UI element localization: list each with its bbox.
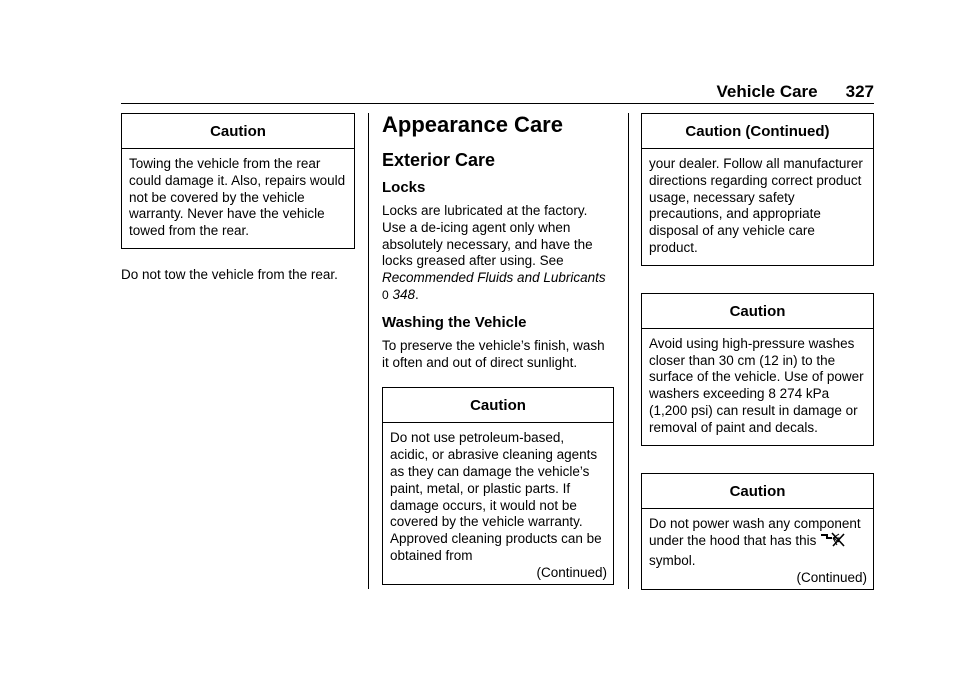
column-divider	[368, 113, 369, 589]
washing-heading: Washing the Vehicle	[382, 313, 527, 331]
caution-text-part-a: Do not power wash any component under the hood that has this	[649, 515, 861, 549]
locks-paragraph	[382, 203, 614, 304]
appearance-care-heading: Appearance Care	[382, 112, 563, 137]
locks-end: .	[414, 286, 419, 302]
column-1	[121, 113, 355, 284]
column-3	[641, 113, 874, 590]
caution-box-cleaning	[382, 387, 614, 584]
column-2	[382, 113, 614, 585]
caution-title: Caution	[642, 294, 873, 329]
washing-paragraph: To preserve the vehicle’s finish, wash it often and out of direct sunlight.	[382, 337, 605, 370]
exterior-care-heading: Exterior Care	[382, 150, 496, 170]
caution-box-towing	[121, 113, 355, 249]
caution-text: your dealer. Follow all manufacturer directions regarding correct product usage, necessary safety precautions, and appropriate disposal of any vehicle care product.	[649, 156, 863, 255]
fluids-reference-page[interactable]: 348	[392, 286, 415, 302]
caution-text: Do not use petroleum-based, acidic, or abrasive cleaning agents as they can damage the vehicle’s paint, metal, or plastic parts. If damage occurs, it would not be covered by the vehicle warranty. Approved cleaning products can be obtained from	[390, 430, 602, 563]
locks-heading: Locks	[382, 179, 426, 196]
caution-title: Caution	[122, 114, 354, 149]
column-divider	[628, 113, 629, 589]
fluids-reference-link[interactable]: Recommended Fluids and Lubricants	[382, 270, 606, 286]
caution-text-part-b: symbol.	[649, 553, 696, 569]
caution-title: Caution	[642, 474, 873, 509]
caution-box-continued	[641, 113, 874, 266]
towing-paragraph: Do not tow the vehicle from the rear.	[121, 266, 338, 282]
locks-text: Locks are lubricated at the factory. Use a de-icing agent only when absolutely necessary, and have the locks greased after using. See	[382, 203, 593, 269]
page-header	[717, 82, 875, 102]
page-number: 327	[845, 82, 874, 101]
continued-label: (Continued)	[536, 564, 607, 580]
section-title: Vehicle Care	[716, 82, 818, 101]
caution-box-high-pressure	[641, 293, 874, 446]
no-pressure-wash-icon	[820, 532, 848, 553]
caution-title: Caution (Continued)	[642, 114, 873, 149]
caution-text: Towing the vehicle from the rear could damage it. Also, repairs would not be covered by the vehicle warranty. Never have the vehicle towed from the rear.	[129, 156, 346, 239]
caution-box-hood	[641, 473, 874, 590]
page-ref-arrow-icon: 0	[382, 287, 389, 302]
caution-text: Avoid using high-pressure washes closer than 30 cm (12 in) to the surface of the vehicle. Use of power washers exceeding 8 274 kPa (1,200 psi) can result in damage or removal of paint and decals.	[649, 335, 864, 435]
caution-title: Caution	[383, 388, 613, 423]
header-rule	[121, 103, 874, 104]
continued-label: (Continued)	[796, 569, 867, 585]
caution-text	[642, 509, 873, 572]
